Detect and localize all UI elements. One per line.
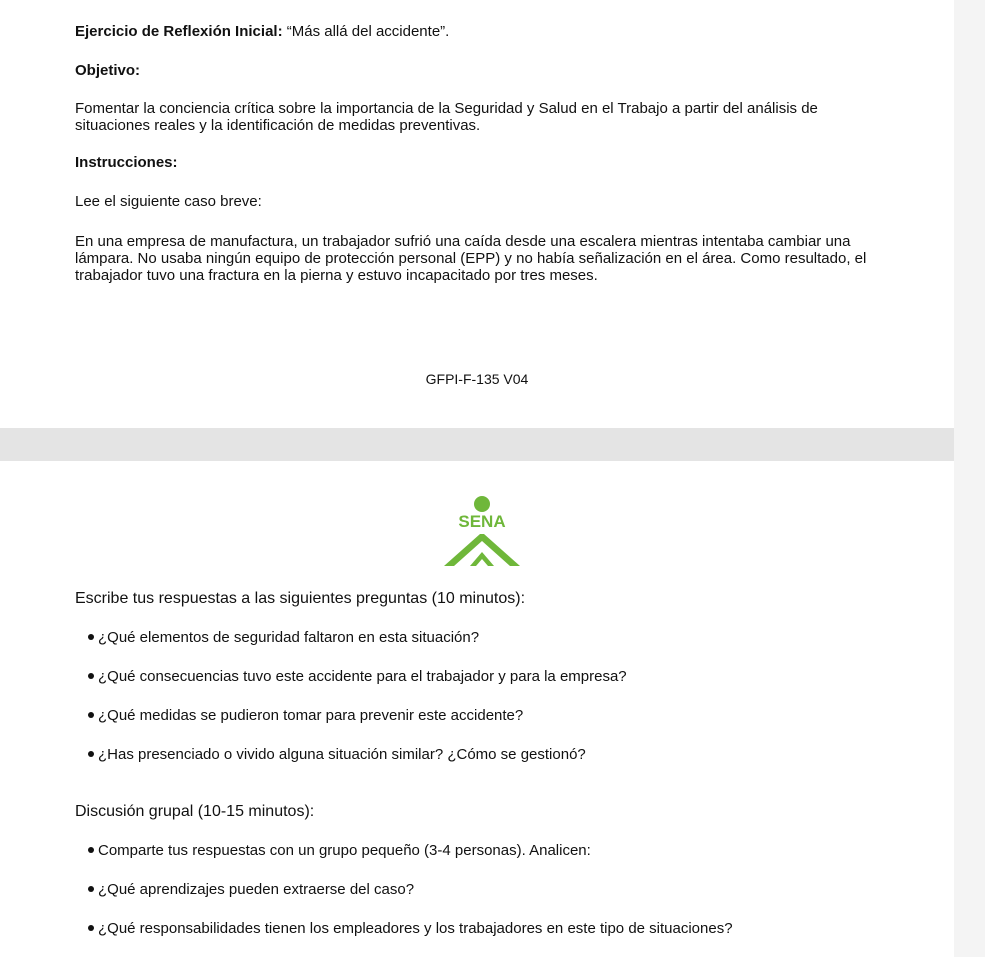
question-item: ¿Qué elementos de seguridad faltaron en esta situación? (88, 629, 479, 646)
exercise-title-text: “Más allá del accidente”. (282, 23, 450, 40)
read-case-text: Lee el siguiente caso breve: (75, 193, 262, 210)
form-code: GFPI-F-135 V04 (425, 371, 529, 387)
logo-chevron-inner (470, 552, 494, 566)
document-page-1 (0, 0, 954, 428)
case-text: En una empresa de manufactura, un trabajador sufrió una caída desde una escalera mientras intentaba cambiar una lámpara. No usaba ningún equipo de protección personal (EPP) y no había señalización en el área. Como resultado, el trabajador tuvo una fractura en la pierna y estuvo incapacitado por tres meses. (75, 233, 867, 284)
discussion-item: ¿Qué responsabilidades tienen los empleadores y los trabajadores en este tipo de situaciones? (88, 920, 733, 937)
instructions-label: Instrucciones: (75, 154, 178, 171)
logo-chevron (444, 534, 520, 566)
bullet-icon (88, 712, 94, 718)
question-item: ¿Qué consecuencias tuvo este accidente para el trabajador y para la empresa? (88, 668, 627, 685)
exercise-title (75, 24, 449, 40)
logo-dot (474, 496, 490, 512)
discussion-item: ¿Qué aprendizajes pueden extraerse del caso? (88, 881, 414, 898)
bullet-icon (88, 673, 94, 679)
logo-text: SENA (458, 512, 506, 531)
discussion-heading: Discusión grupal (10-15 minutos): (75, 803, 315, 820)
sena-logo (440, 494, 524, 566)
page-separator (0, 428, 954, 461)
objective-label: Objetivo: (75, 62, 141, 79)
question-item: ¿Qué medidas se pudieron tomar para prevenir este accidente? (88, 707, 523, 724)
bullet-icon (88, 847, 94, 853)
bullet-icon (88, 634, 94, 640)
bullet-icon (88, 751, 94, 757)
discussion-item: Comparte tus respuestas con un grupo pequeño (3-4 personas). Analicen: (88, 842, 591, 859)
questions-heading: Escribe tus respuestas a las siguientes preguntas (10 minutos): (75, 590, 526, 607)
viewer-side-margin (954, 0, 985, 957)
objective-text: Fomentar la conciencia crítica sobre la importancia de la Seguridad y Salud en el Trabajo a partir del análisis de situaciones reales y la identificación de medidas preventivas. (75, 100, 818, 134)
bullet-icon (88, 925, 94, 931)
exercise-title-label: Ejercicio de Reflexión Inicial: (75, 23, 283, 40)
bullet-icon (88, 886, 94, 892)
question-item: ¿Has presenciado o vivido alguna situación similar? ¿Cómo se gestionó? (88, 746, 586, 763)
